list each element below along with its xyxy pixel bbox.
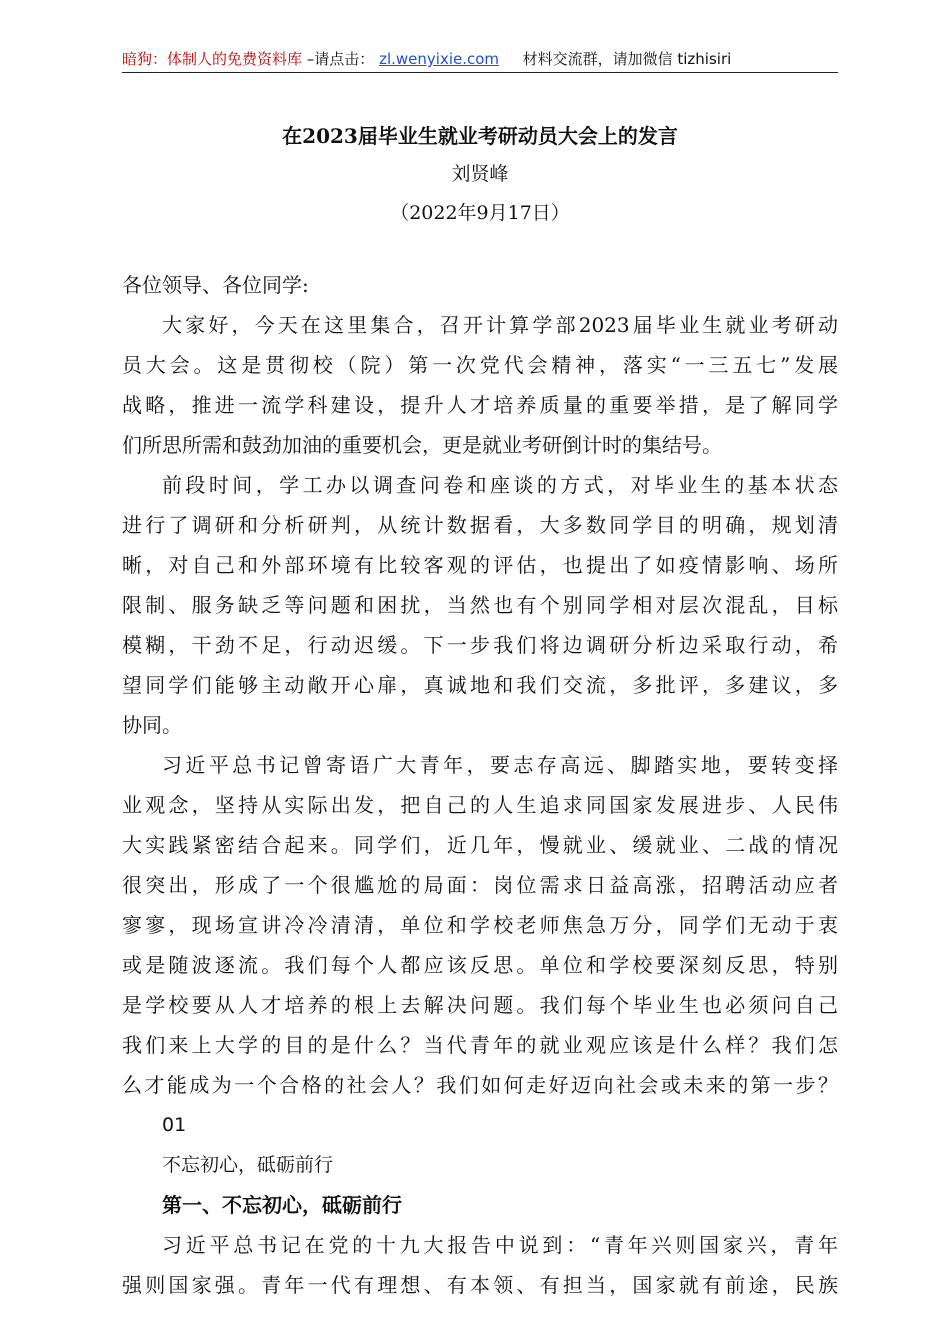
document-title: 在2023届毕业生就业考研动员大会上的发言 <box>282 124 678 148</box>
paragraph-line: 进行了调研和分析研判，从统计数据看，大多数同学目的明确，规划清 <box>122 513 838 537</box>
paragraph-line: 业观念，坚持从实际出发，把自己的人生追求同国家发展进步、人民伟 <box>122 793 838 817</box>
paragraph-line: 寥寥，现场宣讲冷冷清清，单位和学校老师焦急万分，同学们无动于衷 <box>122 913 838 937</box>
paragraph-line: 习近平总书记在党的十九大报告中说到：“青年兴则国家兴，青年 <box>162 1233 838 1257</box>
paragraph-line: 望同学们能够主动敞开心扉，真诚地和我们交流，多批评，多建议，多 <box>122 673 838 697</box>
document-body <box>122 265 838 1305</box>
paragraph-4 <box>122 1225 838 1305</box>
paragraph-line: 强则国家强。青年一代有理想、有本领、有担当，国家就有前途，民族 <box>122 1273 838 1297</box>
header-prompt: –请点击： <box>306 50 375 68</box>
paragraph-line: 我们来上大学的目的是什么？当代青年的就业观应该是什么样？我们怎 <box>122 1033 838 1057</box>
section-subheading: 第一、不忘初心，砥砺前行 <box>162 1193 402 1217</box>
section-heading: 不忘初心，砥砺前行 <box>162 1154 334 1176</box>
paragraph-line: 是学校要从人才培养的根上去解决问题。我们每个毕业生也必须问自己 <box>122 993 838 1017</box>
page-header <box>122 46 840 72</box>
paragraph-1 <box>122 305 838 465</box>
paragraph-line: 大家好，今天在这里集合，召开计算学部2023届毕业生就业考研动 <box>162 313 838 337</box>
paragraph-line: 么才能成为一个合格的社会人？我们如何走好迈向社会或未来的第一步？ <box>122 1073 838 1097</box>
paragraph-line: 限制、服务缺乏等问题和困扰，当然也有个别同学相对层次混乱，目标 <box>122 593 838 617</box>
paragraph-line: 前段时间，学工办以调查问卷和座谈的方式，对毕业生的基本状态 <box>162 473 838 497</box>
paragraph-line: 员大会。这是贯彻校（院）第一次党代会精神，落实“一三五七”发展 <box>122 353 838 377</box>
paragraph-line: 协同。 <box>122 713 182 737</box>
header-divider <box>122 72 838 73</box>
document-author: 刘贤峰 <box>451 163 509 185</box>
paragraph-line: 很突出，形成了一个很尴尬的局面：岗位需求日益高涨，招聘活动应者 <box>122 873 838 897</box>
paragraph-2 <box>122 465 838 745</box>
header-contact: 材料交流群，请加微信 tizhisiri <box>522 50 732 68</box>
salutation: 各位领导、各位同学: <box>122 273 309 297</box>
paragraph-line: 模糊，干劲不足，行动迟缓。下一步我们将边调研分析边采取行动，希 <box>122 633 838 657</box>
header-brand: 暗狗：体制人的免费资料库 <box>122 50 303 68</box>
document-date: （2022年9月17日） <box>390 202 570 224</box>
paragraph-3 <box>122 745 838 1105</box>
paragraph-line: 们所思所需和鼓劲加油的重要机会，更是就业考研倒计时的集结号。 <box>122 433 722 457</box>
section-number: 01 <box>162 1114 187 1136</box>
paragraph-line: 或是随波逐流。我们每个人都应该反思。单位和学校要深刻反思，特别 <box>122 953 838 977</box>
paragraph-line: 习近平总书记曾寄语广大青年，要志存高远、脚踏实地，要转变择 <box>162 753 838 777</box>
paragraph-line: 晰，对自己和外部环境有比较客观的评估，也提出了如疫情影响、场所 <box>122 553 838 577</box>
header-link[interactable]: zl.wenyixie.com <box>379 50 500 68</box>
paragraph-line: 战略，推进一流学科建设，提升人才培养质量的重要举措，是了解同学 <box>122 393 838 417</box>
paragraph-line: 大实践紧密结合起来。同学们，近几年，慢就业、缓就业、二战的情况 <box>122 833 838 857</box>
